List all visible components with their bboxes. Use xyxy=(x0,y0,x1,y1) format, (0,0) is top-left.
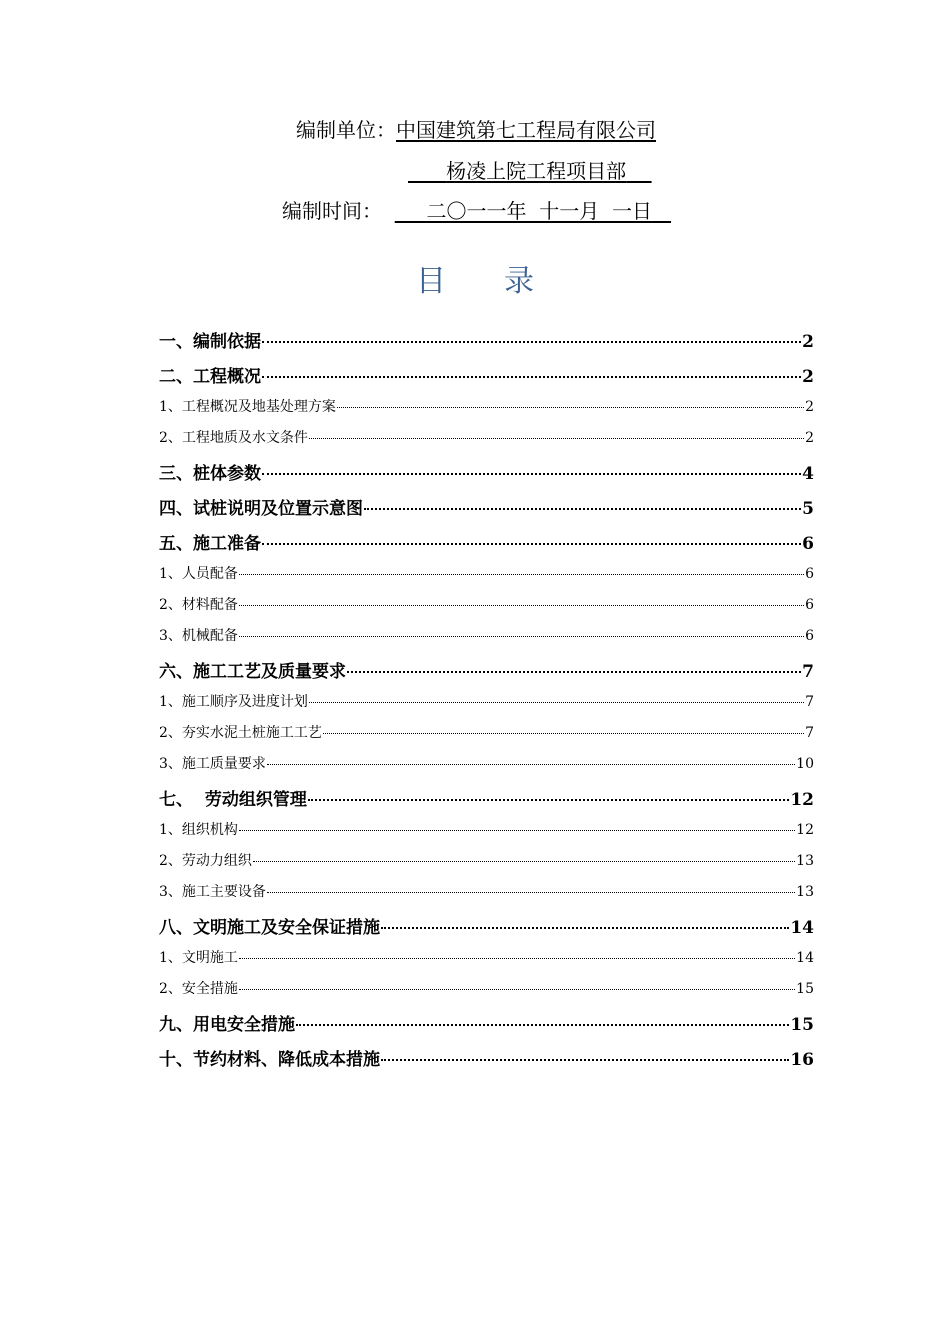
toc-entry-section[interactable] xyxy=(159,691,814,722)
toc-entry-page: 14 xyxy=(796,950,814,966)
dept-name: 杨凌上院工程项目部 xyxy=(446,159,627,183)
toc-entry-page: 5 xyxy=(802,499,814,519)
time-label: 编制时间： xyxy=(282,199,382,223)
toc-dot-leader xyxy=(309,702,804,703)
toc-entry-section[interactable] xyxy=(159,427,814,458)
toc-entry-page: 12 xyxy=(796,822,814,838)
toc-entry-page: 12 xyxy=(790,790,814,810)
toc-entry-title: 四、试桩说明及位置示意图 xyxy=(159,499,363,519)
toc-entry-title: 五、施工准备 xyxy=(159,534,261,554)
toc-dot-leader xyxy=(262,341,801,343)
toc-dot-leader xyxy=(381,927,789,929)
toc-dot-leader xyxy=(262,473,801,475)
toc-entry-section[interactable] xyxy=(159,563,814,594)
toc-dot-leader xyxy=(337,407,804,408)
toc-dot-leader xyxy=(239,989,795,990)
dept-line xyxy=(408,158,652,184)
toc-entry-title: 3、机械配备 xyxy=(159,628,238,644)
toc-entry-title: 六、施工工艺及质量要求 xyxy=(159,662,346,682)
toc-dot-leader xyxy=(309,438,804,439)
toc-entry-page: 7 xyxy=(805,725,814,741)
toc-entry-page: 6 xyxy=(802,534,814,554)
time-value-underlined xyxy=(395,199,671,223)
toc-dot-leader xyxy=(262,543,801,545)
toc-dot-leader xyxy=(364,508,801,510)
toc-entry-page: 16 xyxy=(790,1050,814,1070)
toc-entry-title: 2、工程地质及水文条件 xyxy=(159,430,308,446)
dept-name-underlined xyxy=(408,159,652,183)
toc-entry-title: 2、材料配备 xyxy=(159,597,238,613)
toc-entry-page: 6 xyxy=(805,628,814,644)
toc-entry-section[interactable] xyxy=(159,625,814,656)
toc-entry-chapter[interactable] xyxy=(159,1044,814,1079)
toc-entry-page: 2 xyxy=(805,399,814,415)
toc-entry-page: 15 xyxy=(790,1015,814,1035)
toc-entry-title: 八、文明施工及安全保证措施 xyxy=(159,918,380,938)
toc-dot-leader xyxy=(239,958,795,959)
toc-entry-chapter[interactable] xyxy=(159,458,814,493)
toc-entry-title: 1、人员配备 xyxy=(159,566,238,582)
toc-entry-title: 2、安全措施 xyxy=(159,981,238,997)
toc-entry-title: 七、 劳动组织管理 xyxy=(159,790,307,810)
toc-entry-title: 1、施工顺序及进度计划 xyxy=(159,694,308,710)
toc-entry-page: 2 xyxy=(802,367,814,387)
toc-entry-title: 九、用电安全措施 xyxy=(159,1015,295,1035)
toc-entry-page: 2 xyxy=(805,430,814,446)
toc-entry-page: 15 xyxy=(796,981,814,997)
toc-dot-leader xyxy=(323,733,804,734)
toc-entry-title: 1、文明施工 xyxy=(159,950,238,966)
toc-entry-chapter[interactable] xyxy=(159,326,814,361)
toc-dot-leader xyxy=(239,605,804,606)
toc-entry-page: 4 xyxy=(802,464,814,484)
org-label: 编制单位： xyxy=(296,118,396,142)
toc-entry-title: 2、夯实水泥土桩施工工艺 xyxy=(159,725,322,741)
toc-entry-title: 十、节约材料、降低成本措施 xyxy=(159,1050,380,1070)
toc-dot-leader xyxy=(239,574,804,575)
toc-entry-title: 2、劳动力组织 xyxy=(159,853,252,869)
toc-entry-chapter[interactable] xyxy=(159,528,814,563)
time-value: 二〇一一年 十一月 一日 xyxy=(426,199,652,223)
toc-dot-leader xyxy=(262,376,801,378)
toc-entry-title: 三、桩体参数 xyxy=(159,464,261,484)
toc-entry-section[interactable] xyxy=(159,594,814,625)
toc-entry-chapter[interactable] xyxy=(159,493,814,528)
toc-dot-leader xyxy=(239,636,804,637)
toc-entry-section[interactable] xyxy=(159,722,814,753)
toc-entry-section[interactable] xyxy=(159,819,814,850)
toc-entry-page: 7 xyxy=(805,694,814,710)
org-name: 中国建筑第七工程局有限公司 xyxy=(396,118,656,142)
toc-dot-leader xyxy=(253,861,795,862)
toc-entry-page: 10 xyxy=(796,756,814,772)
toc-dot-leader xyxy=(381,1059,789,1061)
toc-entry-page: 6 xyxy=(805,597,814,613)
toc-entry-page: 13 xyxy=(796,884,814,900)
toc-title xyxy=(0,262,950,302)
toc-title-left: 目 xyxy=(416,264,446,299)
toc-entry-page: 6 xyxy=(805,566,814,582)
toc-entry-section[interactable] xyxy=(159,850,814,881)
toc-dot-leader xyxy=(308,799,789,801)
toc-dot-leader xyxy=(267,764,795,765)
toc-entry-section[interactable] xyxy=(159,947,814,978)
toc-entry-chapter[interactable] xyxy=(159,361,814,396)
toc-entry-section[interactable] xyxy=(159,978,814,1009)
toc-entry-page: 2 xyxy=(802,332,814,352)
org-line xyxy=(296,117,656,143)
toc-entry-title: 3、施工主要设备 xyxy=(159,884,266,900)
toc-entry-section[interactable] xyxy=(159,396,814,427)
toc-entry-title: 一、编制依据 xyxy=(159,332,261,352)
toc-entry-page: 7 xyxy=(802,662,814,682)
toc-entry-title: 1、组织机构 xyxy=(159,822,238,838)
toc-dot-leader xyxy=(267,892,795,893)
toc-entry-section[interactable] xyxy=(159,881,814,912)
toc-title-right: 录 xyxy=(504,264,534,299)
toc-entry-page: 14 xyxy=(790,918,814,938)
toc-entry-title: 1、工程概况及地基处理方案 xyxy=(159,399,336,415)
toc-entry-title: 二、工程概况 xyxy=(159,367,261,387)
toc-entry-page: 13 xyxy=(796,853,814,869)
toc-entry-chapter[interactable] xyxy=(159,656,814,691)
toc-dot-leader xyxy=(296,1024,789,1026)
table-of-contents xyxy=(159,326,814,1079)
toc-dot-leader xyxy=(239,830,795,831)
toc-entry-section[interactable] xyxy=(159,753,814,784)
toc-entry-chapter[interactable] xyxy=(159,1009,814,1044)
toc-entry-chapter[interactable] xyxy=(159,912,814,947)
toc-entry-title: 3、施工质量要求 xyxy=(159,756,266,772)
time-line xyxy=(282,198,671,224)
toc-entry-chapter[interactable] xyxy=(159,784,814,819)
toc-dot-leader xyxy=(347,671,801,673)
